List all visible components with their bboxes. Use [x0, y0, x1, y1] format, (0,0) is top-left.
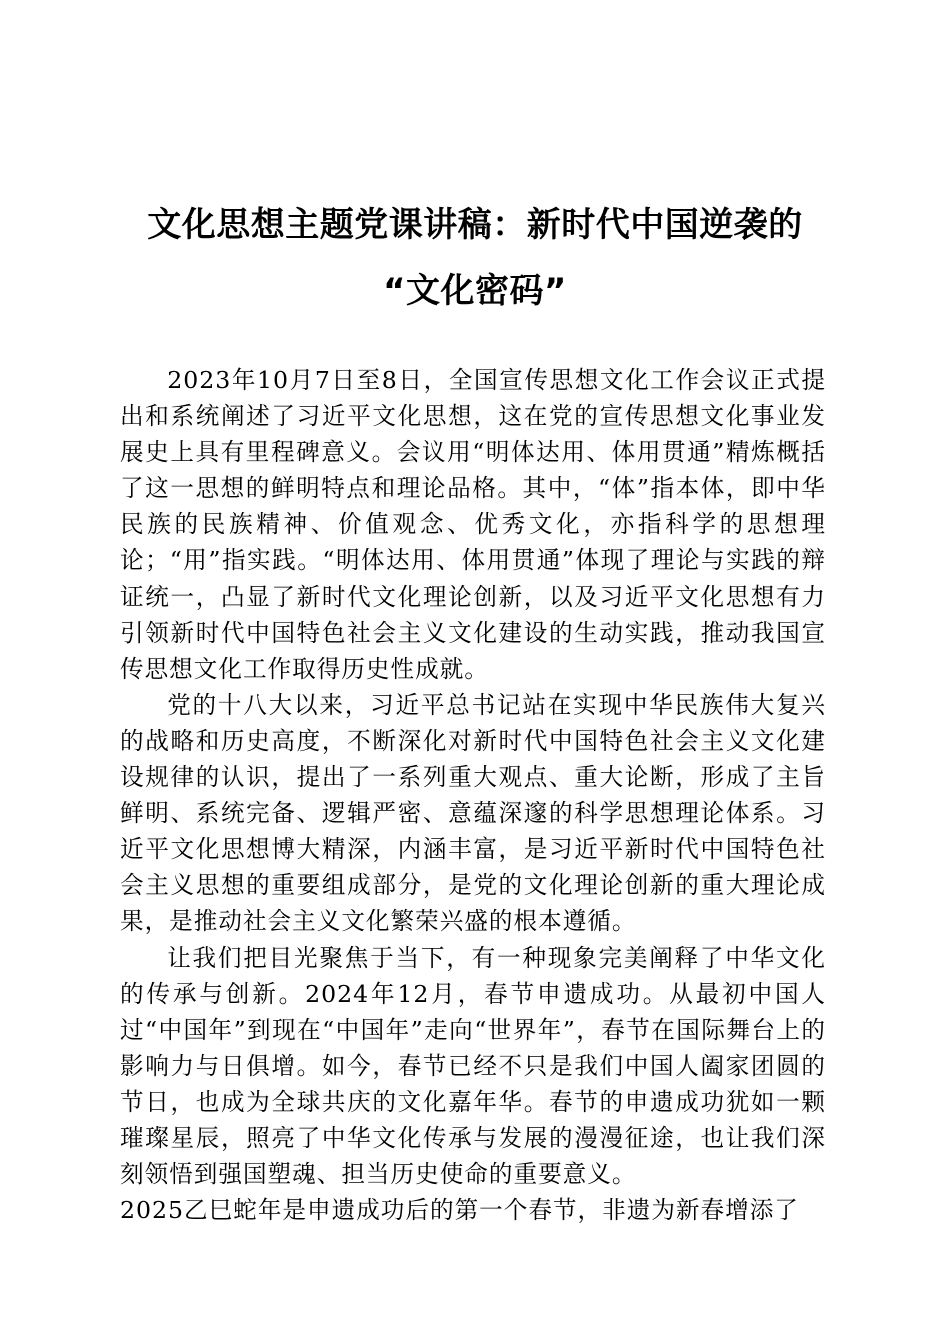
paragraph-1: 2023年10月7日至8日，全国宣传思想文化工作会议正式提出和系统阐述了习近平文化思想，这在党的宣传思想文化事业发展史上具有里程碑意义。会议用“明体达用、体用贯通”精炼概括了这一思想的鲜明特点和理论品格。其中，“体”指本体，即中华民族的民族精神、价值观念、优秀文化，亦指科学的思想理论；“用”指实践。“明体达用、体用贯通”体现了理论与实践的辩证统一，凸显了新时代文化理论创新，以及习近平文化思想有力引领新时代中国特色社会主义文化建设的生动实践，推动我国宣传思想文化工作取得历史性成就。	[120, 366, 826, 683]
paragraph-2: 党的十八大以来，习近平总书记站在实现中华民族伟大复兴的战略和历史高度，不断深化对新时代中国特色社会主义文化建设规律的认识，提出了一系列重大观点、重大论断，形成了主旨鲜明、系统完备、逻辑严密、意蕴深邃的科学思想理论体系。习近平文化思想博大精深，内涵丰富，是习近平新时代中国特色社会主义思想的重要组成部分，是党的文化理论创新的重大理论成果，是推动社会主义文化繁荣兴盛的根本遵循。	[120, 690, 826, 936]
paragraph-4: 2025乙巳蛇年是申遗成功后的第一个春节，非遗为新春增添了	[120, 1196, 799, 1225]
document-title	[120, 192, 830, 324]
document-body	[120, 362, 826, 1228]
title-line-2: “文化密码”	[383, 271, 567, 311]
title-line-1: 文化思想主题党课讲稿：新时代中国逆袭的	[147, 205, 803, 245]
paragraph-3: 让我们把目光聚焦于当下，有一种现象完美阐释了中华文化的传承与创新。2024年12月，春节申遗成功。从最初中国人过“中国年”到现在“中国年”走向“世界年”，春节在国际舞台上的影响力与日俱增。如今，春节已经不只是我们中国人阖家团圆的节日，也成为全球共庆的文化嘉年华。春节的申遗成功犹如一颗璀璨星辰，照亮了中华文化传承与发展的漫漫征途，也让我们深刻领悟到强国塑魂、担当历史使命的重要意义。	[120, 943, 826, 1189]
